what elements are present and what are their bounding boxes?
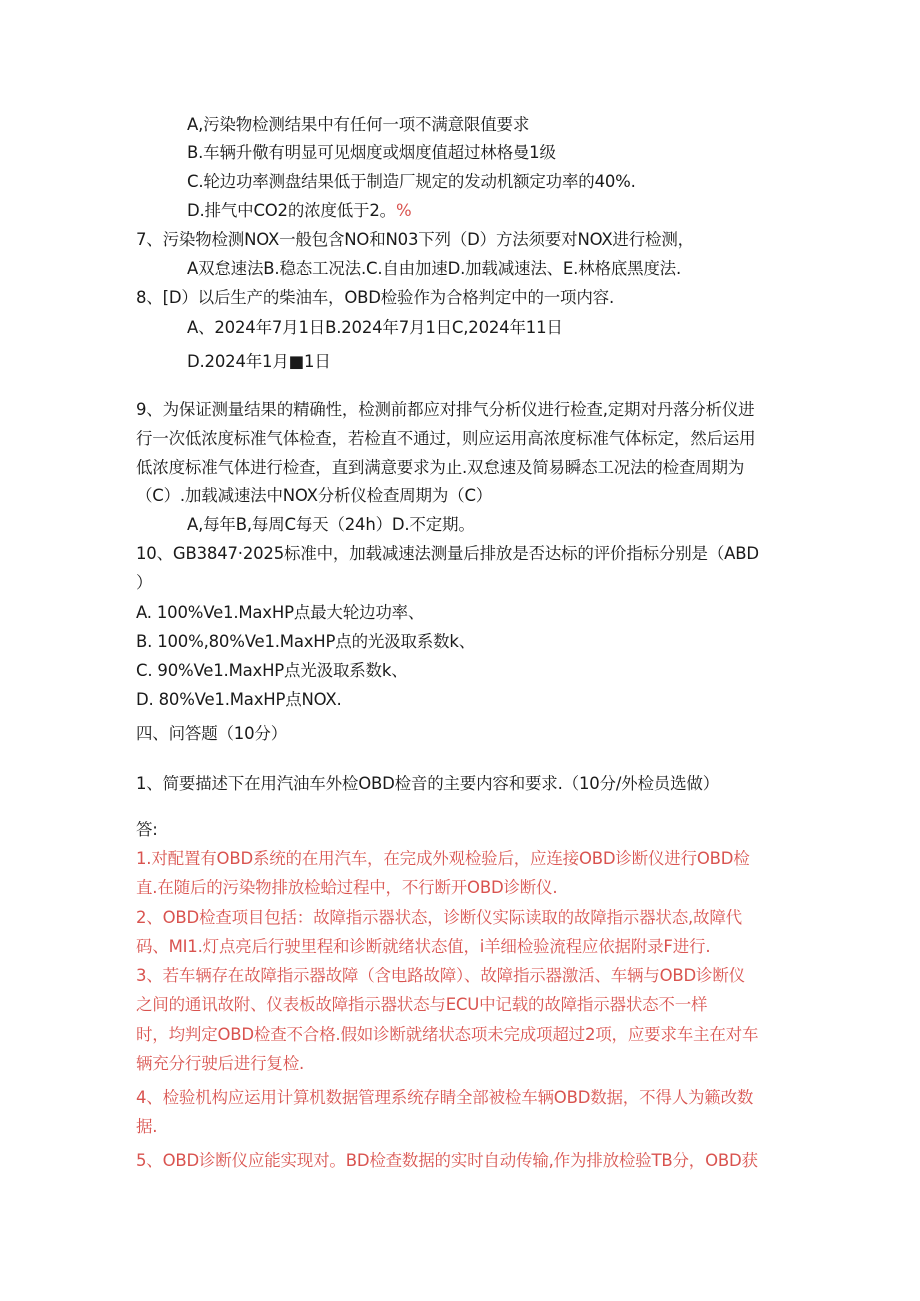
q9-line1: 9、为保证测量结果的精确性，检测前都应对排气分析仪进行检查,定期对丹落分析仪进: [136, 400, 755, 419]
answer-line: 直.在随后的污染物排放检蛤过程中，不行断开OBD诊断仪.: [136, 878, 558, 897]
q7-options: A双怠速法B.稳态工况法.C.自由加速D.加载减速法、E.林格底黑度法.: [187, 259, 682, 278]
answer-line: 4、检验机构应运用计算机数据管理系统存睛全部被检车辆OBD数据，不得人为籁改数: [136, 1088, 754, 1107]
q10-option-c: C. 90%Ve1.MaxHP点光汲取系数k、: [136, 661, 408, 680]
q8-options-line1: A、2024年7月1日B.2024年7月1日C,2024年11日: [187, 318, 563, 337]
q6-option-a: A,污染物检测结果中有任何一项不满意限值要求: [187, 115, 530, 134]
q6-option-c: C.轮边功率测盘结果低于制造厂规定的发动机额定功率的40%.: [187, 172, 636, 191]
answer-line: 3、若车辆存在故障指示器故障（含电路故障）、故障指示器激活、车辆与OBD诊断仪: [136, 966, 745, 985]
q7-question: 7、污染物检测NOX一般包含NO和N03下列（D）方法须要对NOX进行检测，: [136, 230, 694, 249]
q10-option-d: D. 80%Ve1.MaxHP点NOX.: [136, 690, 342, 709]
answer-line: 之间的通讯故附、仪表板故障指示器状态与ECU中记载的故障指示器状态不一样: [136, 995, 708, 1014]
answer-line: 码、MI1.灯点亮后行驶里程和诊断就绪状态值，i羊细检验流程应依据附录F进行.: [136, 937, 711, 956]
section4-q1: 1、简要描述下在用汽油车外检OBD检音的主要内容和要求.（10分/外检员选做）: [136, 774, 720, 793]
answer-line: 据.: [136, 1117, 158, 1136]
q6-option-d-text: D.排气中CO2的浓度低于2。: [187, 201, 396, 220]
q10-line2: ）: [136, 573, 153, 592]
q6-option-b: B.车辆升儆有明显可见烟度或烟度值超过林格曼1级: [187, 143, 556, 162]
q10-option-b: B. 100%,80%Ve1.MaxHP点的光汲取系数k、: [136, 632, 476, 651]
answer-line: 2、OBD检查项目包括：故障指示器状态，诊断仪实际读取的故障指示器状态,故障代: [136, 908, 742, 927]
section4-heading: 四、问答题（10分）: [136, 724, 287, 743]
q9-line4: （C）.加载减速法中NOX分析仪检查周期为（C）: [136, 486, 493, 505]
q6-option-d-suffix: %: [395, 201, 412, 220]
answer-line: 辆充分行驶后进行复检.: [136, 1054, 305, 1073]
q8-question: 8、[D）以后生产的柴油车，OBD检验作为合格判定中的一项内容.: [136, 288, 614, 307]
q6-option-d: [187, 199, 411, 223]
q10-line1: 10、GB3847·2025标准中，加载减速法测量后排放是否达标的评价指标分别是（ABD: [136, 544, 759, 563]
answer-line: 时，均判定OBD检查不合格.假如诊断就绪状态项未完成项超过2项，应要求车主在对车: [136, 1025, 759, 1044]
q9-line2: 行一次低浓度标准气体检查，若检直不通过，则应运用高浓度标准气体标定，然后运用: [136, 429, 756, 448]
answer-label: 答:: [136, 820, 158, 839]
answer-line: 5、OBD诊断仪应能实现对。BD检查数据的实时自动传输,作为排放检验TB分，OBD获: [136, 1151, 758, 1170]
q8-options-line2: D.2024年1月■1日: [187, 352, 331, 371]
q9-line3: 低浓度标准气体进行检查，直到满意要求为止.双怠速及简易瞬态工况法的检查周期为: [136, 458, 745, 477]
answer-line: 1.对配置有OBD系统的在用汽车，在完成外观检验后，应连接OBD诊断仪进行OBD检: [136, 849, 750, 868]
q9-options: A,每年B,每周C每天（24h）D.不定期。: [187, 515, 475, 534]
q10-option-a: A. 100%Ve1.MaxHP点最大轮边功率、: [136, 603, 425, 622]
